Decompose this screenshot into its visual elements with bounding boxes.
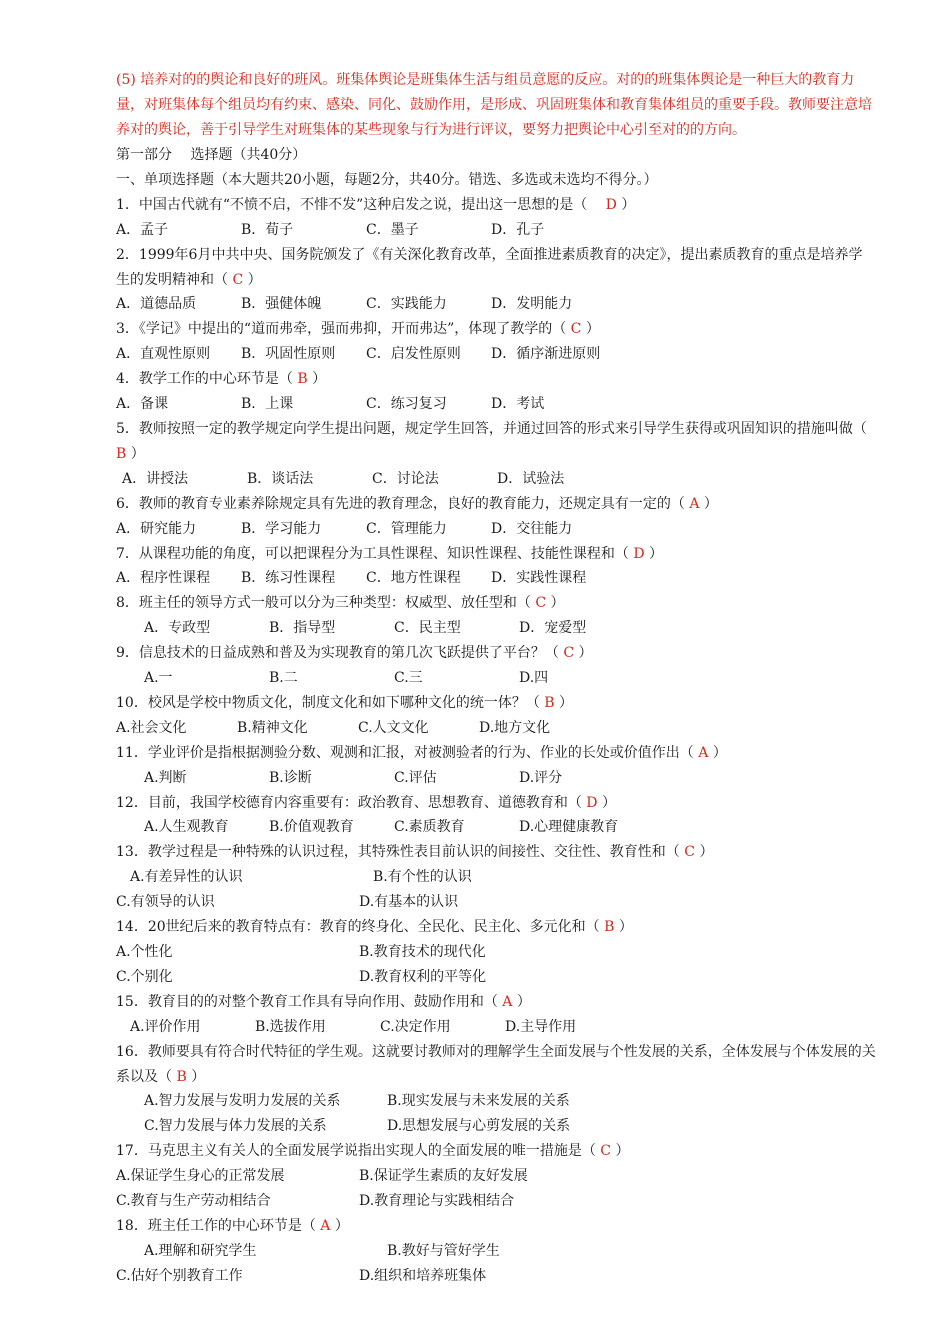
question-2-stem (116, 243, 876, 293)
answer-letter: C (679, 844, 700, 861)
option-item[interactable]: C.教育与生产劳动相结合 (116, 1193, 271, 1210)
question-15-options (116, 1015, 876, 1040)
option-item[interactable]: A．孟子 (116, 221, 169, 238)
option-item[interactable]: A.人生观教育 (144, 819, 229, 836)
option-item[interactable]: B．上课 (241, 396, 294, 413)
question-10-options (116, 716, 876, 741)
question-tail: ） (585, 321, 600, 338)
question-text: 14．20世纪后来的教育特点有：教育的终身化、全民化、民主化、多元化和（ (116, 919, 600, 936)
option-item[interactable]: D．实践性课程 (491, 570, 587, 587)
option-item[interactable]: B．荀子 (241, 221, 294, 238)
question-2-options (116, 292, 876, 317)
option-item[interactable]: A．道德品质 (116, 296, 197, 313)
option-item[interactable]: D．考试 (491, 396, 545, 413)
option-item[interactable]: C．民主型 (394, 620, 461, 637)
option-item[interactable]: D．交往能力 (491, 520, 573, 537)
answer-letter: B (599, 919, 619, 936)
question-tail: ） (703, 495, 718, 512)
question-13-stem (116, 840, 876, 865)
option-item[interactable]: D.主导作用 (505, 1018, 577, 1035)
question-16-stem (116, 1040, 876, 1090)
option-item[interactable]: D.地方文化 (479, 719, 551, 736)
option-item[interactable]: D.思想发展与心剪发展的关系 (387, 1118, 571, 1135)
question-5-options (116, 467, 876, 492)
option-item[interactable]: B.保证学生素质的友好发展 (359, 1168, 528, 1185)
option-item[interactable]: C.素质教育 (394, 819, 465, 836)
answer-letter: B (539, 694, 560, 711)
option-item[interactable]: A．专政型 (144, 620, 211, 637)
question-tail: ） (312, 371, 327, 388)
option-item[interactable]: B.现实发展与未来发展的关系 (387, 1093, 570, 1110)
option-item[interactable]: B．强健体魄 (241, 296, 322, 313)
option-item[interactable]: C．管理能力 (366, 520, 447, 537)
option-item[interactable]: B.价值观教育 (269, 819, 354, 836)
question-tail: ） (559, 694, 574, 711)
option-item[interactable]: A．讲授法 (122, 470, 189, 487)
option-item[interactable]: B.教好与管好学生 (387, 1242, 500, 1259)
option-item[interactable]: D.心理健康教育 (519, 819, 619, 836)
question-1-stem (116, 193, 876, 218)
question-text: 16．教师要具有符合时代特征的学生观。这就要讨教师对的理解学生全面发展与个性发展的关系，全体发展与个体发展的关系以及（ (116, 1043, 876, 1085)
question-10-stem (116, 691, 876, 716)
question-12-options (116, 815, 876, 840)
question-6-stem (116, 492, 876, 517)
answer-letter: A (497, 993, 517, 1010)
option-item[interactable]: C.有领导的认识 (116, 894, 215, 911)
question-14-stem (116, 915, 876, 940)
question-16-options (116, 1089, 876, 1114)
answer-letter: C (530, 595, 551, 612)
question-text: 4．教学工作的中心环节是（ (116, 371, 293, 388)
option-item[interactable]: D．循序渐进原则 (491, 346, 601, 363)
answer-letter: A (684, 495, 704, 512)
option-item[interactable]: C．地方性课程 (366, 570, 461, 587)
question-tail: ） (618, 919, 633, 936)
question-text: 13．教学过程是一种特殊的认识过程，其特殊性表目前认识的间接性、交往性、教育性和（ (116, 844, 680, 861)
question-text: 9．信息技术的日益成熟和普及为实现教育的第几次飞跃提供了平台？（ (116, 645, 559, 662)
part-title: 第一部分 选择题（共40分） (116, 147, 307, 163)
question-6-options (116, 517, 876, 542)
question-13-options (116, 865, 876, 890)
question-tail: ） (191, 1068, 206, 1085)
question-tail: ） (649, 545, 664, 562)
question-tail: ） (334, 1217, 349, 1234)
document-page (116, 68, 876, 1289)
question-8-options (116, 616, 876, 641)
option-item[interactable]: A.社会文化 (116, 719, 187, 736)
option-item[interactable]: A.智力发展与发明力发展的关系 (144, 1093, 341, 1110)
question-text: 6．教师的教育专业素养除规定具有先进的教育理念，良好的教育能力，还规定具有一定的（ (116, 495, 685, 512)
answer-letter: C (566, 321, 586, 338)
question-tail: ） (130, 445, 145, 462)
question-tail: ） (615, 1143, 630, 1160)
question-text: 5．教师按照一定的教学规定向学生提出问题，规定学生回答，并通过回答的形式来引导学生获得或巩固知识的措施叫做（ (116, 420, 867, 437)
option-item[interactable]: D.教育理论与实践相结合 (359, 1193, 515, 1210)
question-tail: ） (621, 196, 636, 213)
answer-letter: C (228, 271, 248, 288)
option-item[interactable]: D.教育权利的平等化 (359, 968, 487, 985)
answer-letter: C (558, 645, 579, 662)
question-tail: ） (516, 993, 531, 1010)
option-item[interactable]: D.评分 (519, 769, 563, 786)
option-item[interactable]: C.智力发展与体力发展的关系 (144, 1118, 327, 1135)
option-item[interactable]: A.一 (144, 670, 173, 687)
question-18-options (116, 1264, 876, 1289)
question-tail: ） (601, 794, 616, 811)
option-item[interactable]: D.组织和培养班集体 (359, 1267, 487, 1284)
option-item[interactable]: A．备课 (116, 396, 169, 413)
option-item[interactable]: A．直观性原则 (116, 346, 211, 363)
answer-letter: D (601, 196, 622, 213)
option-item[interactable]: B.诊断 (269, 769, 312, 786)
option-item[interactable]: C．启发性原则 (366, 346, 461, 363)
option-item[interactable]: B．练习性课程 (241, 570, 336, 587)
option-item[interactable]: B.教育技术的现代化 (359, 944, 486, 960)
question-12-stem (116, 791, 876, 816)
answer-letter: A (693, 744, 713, 761)
question-text: 8．班主任的领导方式一般可以分为三种类型：权威型、放任型和（ (116, 595, 531, 612)
question-3-options (116, 342, 876, 367)
question-tail: ） (247, 271, 262, 288)
question-5-stem (116, 417, 876, 467)
option-item[interactable]: A.保证学生身心的正常发展 (116, 1168, 285, 1185)
answer-letter: D (628, 545, 650, 562)
option-item[interactable]: B．学习能力 (241, 520, 322, 537)
option-item[interactable]: D．宠爱型 (519, 620, 587, 637)
option-item[interactable]: C.估好个别教育工作 (116, 1267, 243, 1284)
question-4-stem (116, 367, 876, 392)
section-title: 一、单项选择题（本大题共20小题，每题2分，共40分。错选、多选或未选均不得分。） (116, 171, 658, 188)
intro-paragraph: (5) 培养对的的舆论和良好的班风。班集体舆论是班集体生活与组员意愿的反应。对的的班集体舆论是一种巨大的教育力量，对班集体每个组员均有约束、感染、同化、鼓励作用，是形成、巩固班集体和教育集体组员的重要手段。教师要注意培养对的舆论，善于引导学生对班集体的某些现象与行为进行评议，要努力把舆论中心引至对的的方向。 (116, 72, 872, 138)
option-item[interactable]: B．谈话法 (247, 470, 314, 487)
question-tail: ） (578, 645, 593, 662)
option-item[interactable]: C.决定作用 (380, 1018, 451, 1035)
question-list (116, 193, 876, 1289)
option-item[interactable]: D．孔子 (491, 221, 545, 238)
question-text: 3．《学记》中提出的“道而弗牵，强而弗抑，开而弗达”，体现了教学的（ (116, 321, 567, 338)
option-item[interactable]: C．练习复习 (366, 396, 447, 413)
question-tail: ） (699, 844, 714, 861)
question-text: 11．学业评价是指根据测验分数、观测和汇报，对被测验者的行为、作业的长处或价值作出（ (116, 744, 694, 761)
question-18-options (116, 1239, 876, 1264)
question-text: 2．1999年6月中共中央、国务院颁发了《有关深化教育改革，全面推进素质教育的决定》，提出素质教育的重点是培养学生的发明精神和（ (116, 246, 863, 288)
option-item[interactable]: B.选拔作用 (255, 1018, 326, 1035)
option-item[interactable]: A.评价作用 (130, 1018, 201, 1035)
question-3-stem (116, 317, 876, 342)
question-text: 1．中国古代就有“不愤不启，不悱不发”这种启发之说，提出这一思想的是（ (116, 196, 602, 213)
answer-letter: B (116, 445, 131, 462)
option-item[interactable]: C.人文文化 (358, 719, 429, 736)
answer-letter: A (315, 1217, 335, 1234)
question-text: 7．从课程功能的角度，可以把课程分为工具性课程、知识性课程、技能性课程和（ (116, 545, 629, 562)
question-1-options (116, 218, 876, 243)
option-item[interactable]: D．发明能力 (491, 296, 573, 313)
question-17-stem (116, 1139, 876, 1164)
question-text: 12．目前，我国学校德育内容重要有：政治教育、思想教育、道德教育和（ (116, 794, 582, 811)
question-4-options (116, 392, 876, 417)
option-item[interactable]: A．研究能力 (116, 520, 197, 537)
option-item[interactable]: C.个别化 (116, 968, 173, 985)
question-11-options (116, 766, 876, 791)
question-tail: ） (712, 744, 727, 761)
question-text: 15．教育目的的对整个教育工作具有导向作用、鼓励作用和（ (116, 993, 498, 1010)
option-item[interactable]: B.二 (269, 670, 298, 687)
question-text: 10．校风是学校中物质文化，制度文化和如下哪种文化的统一体？（ (116, 694, 540, 711)
question-11-stem (116, 741, 876, 766)
option-item[interactable]: C.评估 (394, 769, 437, 786)
question-18-stem (116, 1214, 876, 1239)
option-item[interactable]: B．指导型 (269, 620, 336, 637)
option-item[interactable]: B．巩固性原则 (241, 346, 336, 363)
option-item[interactable]: A.理解和研究学生 (144, 1242, 257, 1259)
answer-letter: D (581, 794, 602, 811)
option-item[interactable]: D．试验法 (497, 470, 565, 487)
question-8-stem (116, 591, 876, 616)
question-text: 17．马克思主义有关人的全面发展学说指出实现人的全面发展的唯一措施是（ (116, 1143, 596, 1160)
question-7-stem (116, 542, 876, 567)
question-16-options (116, 1114, 876, 1139)
answer-letter: B (292, 371, 313, 388)
option-item[interactable]: B.有个性的认识 (373, 869, 472, 886)
question-7-options (116, 566, 876, 591)
option-item[interactable]: C.三 (394, 670, 423, 687)
option-item[interactable]: C．墨子 (366, 221, 419, 238)
question-9-stem (116, 641, 876, 666)
option-item[interactable]: A.个性化 (116, 944, 173, 960)
option-item[interactable]: D.有基本的认识 (359, 894, 459, 911)
question-17-options (116, 1164, 876, 1189)
option-item[interactable]: B.精神文化 (237, 719, 308, 736)
answer-letter: B (172, 1068, 192, 1085)
question-tail: ） (550, 595, 565, 612)
option-item[interactable]: A．程序性课程 (116, 570, 211, 587)
question-15-stem (116, 990, 876, 1015)
question-14-options (116, 965, 876, 990)
option-item[interactable]: C．讨论法 (372, 470, 439, 487)
question-17-options (116, 1189, 876, 1214)
option-item[interactable]: A.有差异性的认识 (130, 869, 243, 886)
question-14-options (116, 940, 876, 965)
question-text: 18．班主任工作的中心环节是（ (116, 1217, 316, 1234)
answer-letter: C (595, 1143, 616, 1160)
option-item[interactable]: A.判断 (144, 769, 187, 786)
option-item[interactable]: C．实践能力 (366, 296, 447, 313)
option-item[interactable]: D.四 (519, 670, 549, 687)
question-9-options (116, 666, 876, 691)
question-13-options (116, 890, 876, 915)
